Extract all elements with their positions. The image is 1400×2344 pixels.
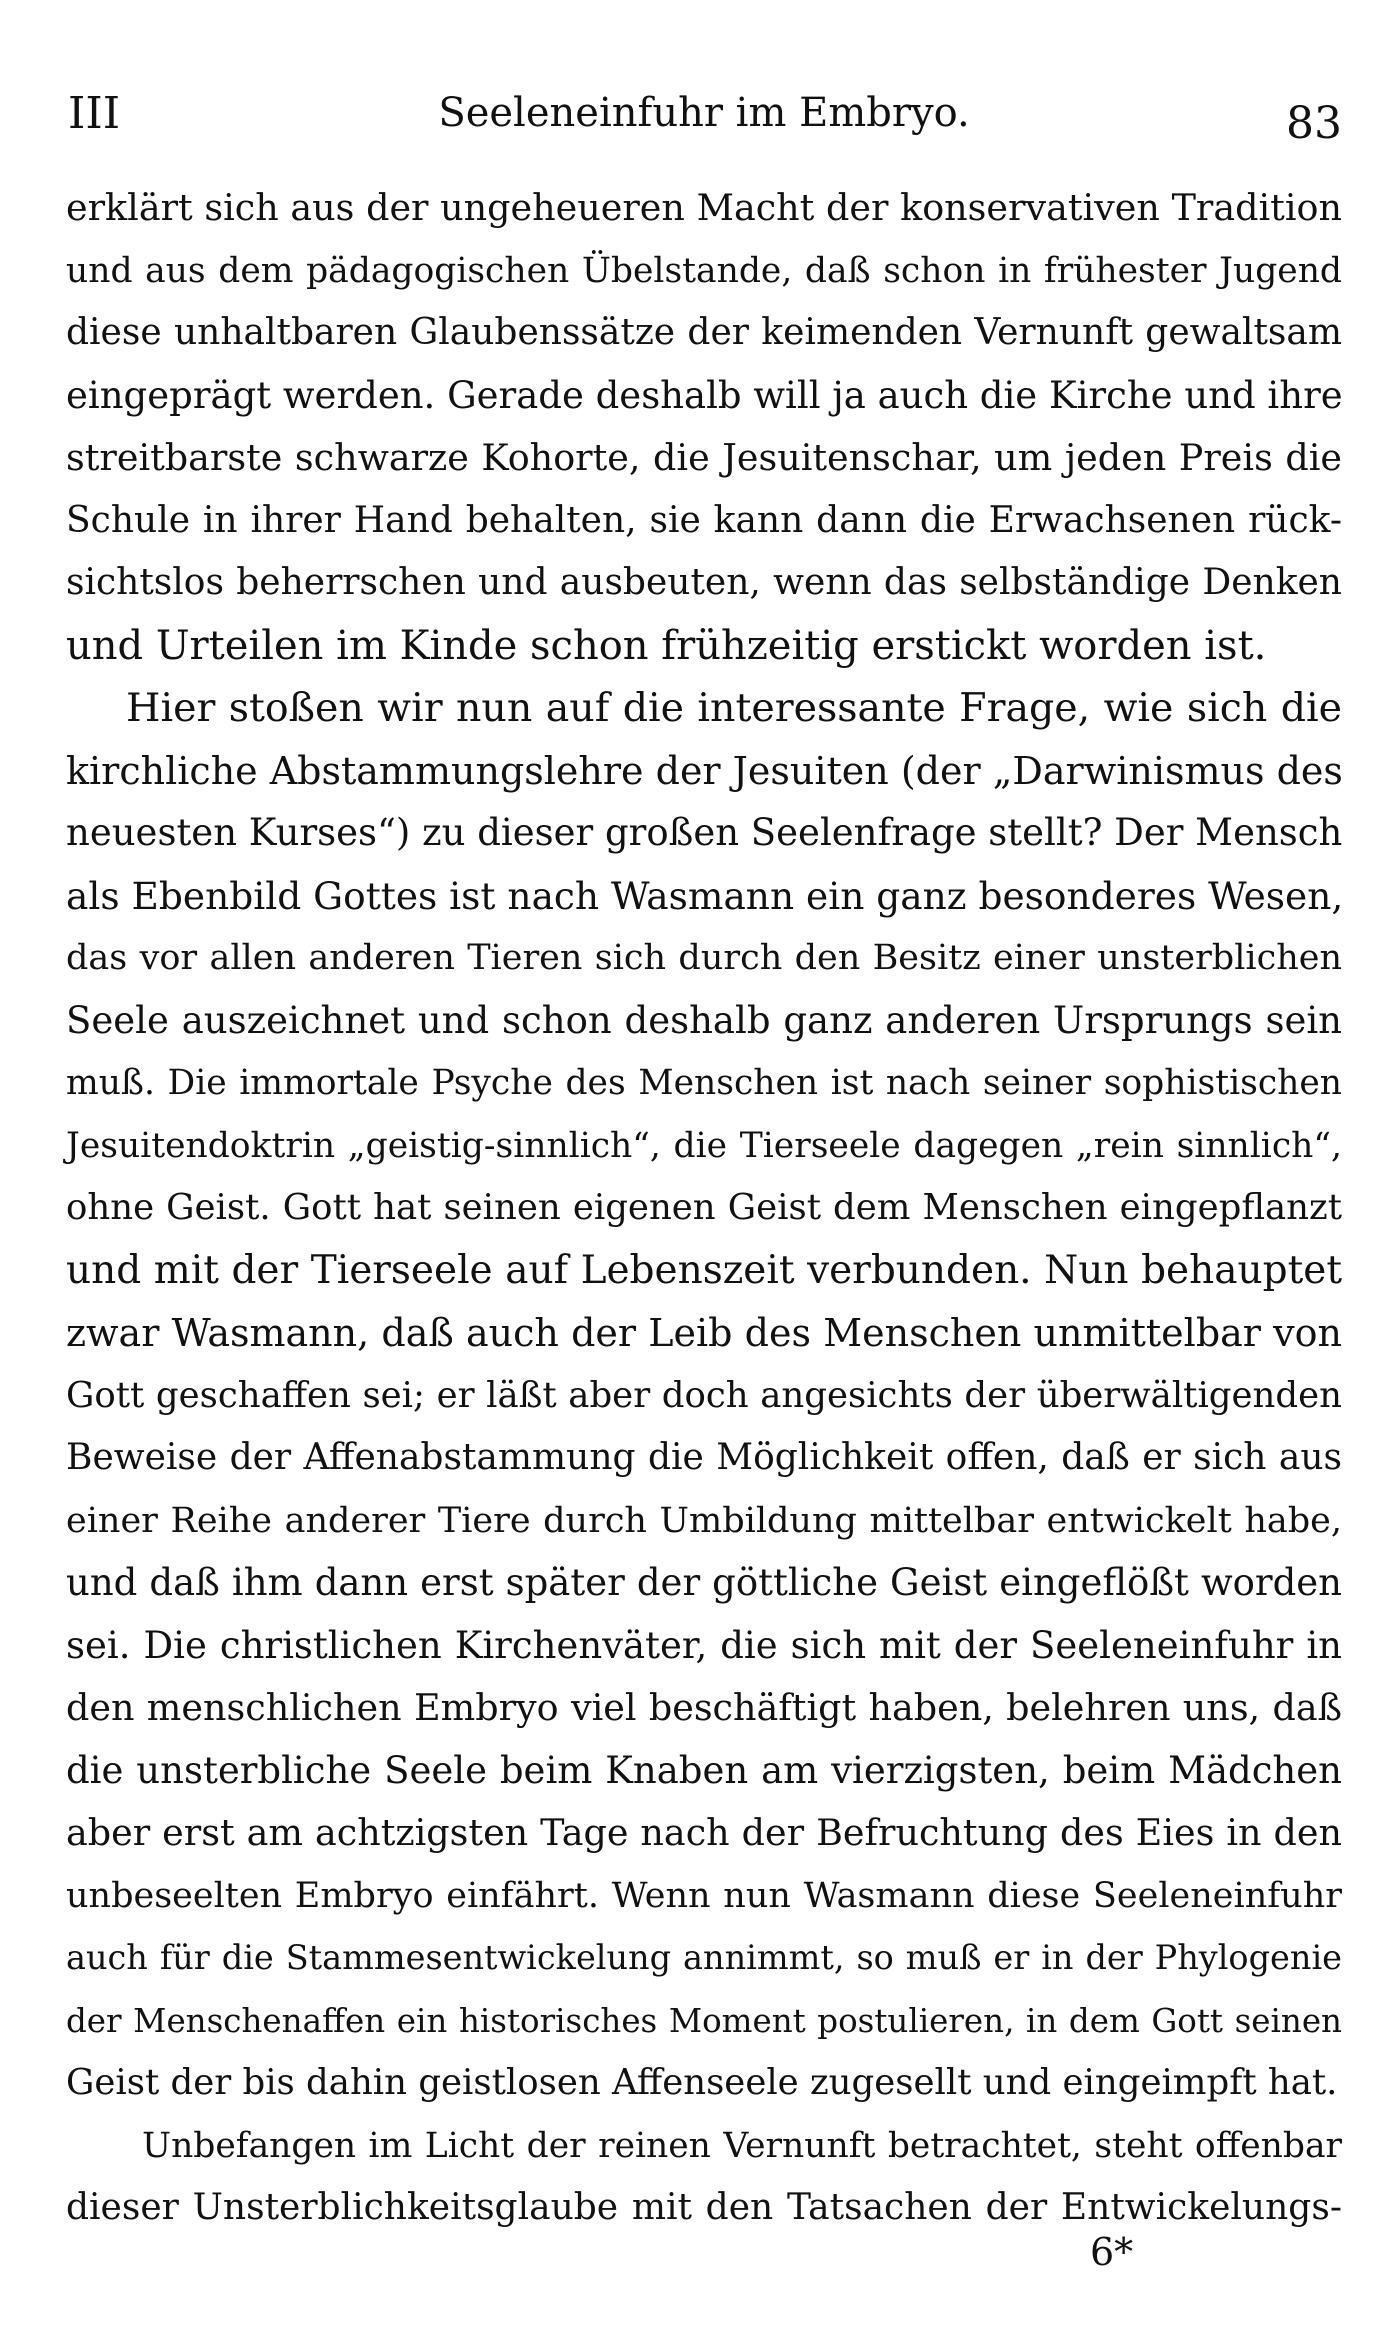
text-line: muß. Die immortale Psyche des Menschen ist nach seiner sophistischen bbox=[66, 1063, 1342, 1103]
signature-mark: 6* bbox=[1090, 2230, 1134, 2274]
text-line: und Urteilen im Kinde schon frühzeitig erstickt worden ist. bbox=[66, 622, 1267, 669]
text-line: und mit der Tierseele auf Lebenszeit verbunden. Nun behauptet bbox=[66, 1247, 1342, 1293]
text-line: den menschlichen Embryo viel beschäftigt haben, belehren uns, daß bbox=[66, 1686, 1342, 1729]
text-line: eingeprägt werden. Gerade deshalb will ja auch die Kirche und ihre bbox=[66, 373, 1343, 417]
text-line: Seele auszeichnet und schon deshalb ganz anderen Ursprungs sein bbox=[66, 998, 1342, 1042]
text-line: kirchliche Abstammungslehre der Jesuiten (der „Darwinismus des bbox=[66, 748, 1343, 793]
text-line: streitbarste schwarze Kohorte, die Jesuitenschar, um jeden Preis die bbox=[66, 436, 1342, 479]
text-line: einer Reihe anderer Tiere durch Umbildung mittelbar entwickelt habe, bbox=[66, 1500, 1342, 1541]
text-line: und aus dem pädagogischen Übelstande, daß schon in frühester Jugend bbox=[66, 250, 1342, 291]
text-line: Unbefangen im Licht der reinen Vernunft betrachtet, steht offenbar bbox=[142, 2125, 1342, 2166]
text-line: diese unhaltbaren Glaubenssätze der keimenden Vernunft gewaltsam bbox=[66, 312, 1342, 353]
running-title: Seeleneinfuhr im Embryo. bbox=[438, 90, 970, 136]
text-line: ohne Geist. Gott hat seinen eigenen Geist dem Menschen eingepflanzt bbox=[66, 1187, 1342, 1228]
text-line: Schule in ihrer Hand behalten, sie kann dann die Erwachsenen rück- bbox=[66, 499, 1342, 541]
chapter-number: III bbox=[68, 88, 121, 139]
text-line: Hier stoßen wir nun auf die interessante Frage, wie sich die bbox=[126, 685, 1342, 731]
text-line: sichtslos beherrschen und ausbeuten, wenn das selbständige Denken bbox=[66, 562, 1342, 603]
running-header bbox=[66, 80, 1342, 150]
text-line: Jesuitendoktrin „geistig-sinnlich“, die Tierseele dagegen „rein sinnlich“, bbox=[66, 1125, 1342, 1166]
text-line: der Menschenaffen ein historisches Moment postulieren, in dem Gott seinen bbox=[66, 2001, 1342, 2040]
text-line: auch für die Stammesentwickelung annimmt, so muß er in der Phylogenie bbox=[66, 1938, 1342, 1977]
text-line: dieser Unsterblichkeitsglaube mit den Tatsachen der Entwickelungs- bbox=[66, 2187, 1342, 2228]
text-line: Beweise der Affenabstammung die Möglichkeit offen, daß er sich aus bbox=[66, 1437, 1342, 1478]
text-line: unbeseelten Embryo einfährt. Wenn nun Wasmann diese Seeleneinfuhr bbox=[66, 1875, 1342, 1916]
text-line: aber erst am achtzigsten Tage nach der Befruchtung des Eies in den bbox=[66, 1811, 1342, 1854]
text-line: und daß ihm dann erst später der göttliche Geist eingeflößt worden bbox=[66, 1561, 1342, 1604]
text-line: zwar Wasmann, daß auch der Leib des Menschen unmittelbar von bbox=[66, 1311, 1342, 1355]
text-line: die unsterbliche Seele beim Knaben am vierzigsten, beim Mädchen bbox=[66, 1748, 1342, 1792]
text-line: Geist der bis dahin geistlosen Affenseele zugesellt und eingeimpft hat. bbox=[66, 2062, 1338, 2103]
body-text bbox=[66, 177, 1342, 2240]
text-line: neuesten Kurses“) zu dieser großen Seelenfrage stellt? Der Mensch bbox=[66, 811, 1343, 854]
text-line: das vor allen anderen Tieren sich durch den Besitz einer unsterblichen bbox=[66, 938, 1342, 978]
text-line: Gott geschaffen sei; er läßt aber doch angesichts der überwältigenden bbox=[66, 1374, 1342, 1416]
text-line: erklärt sich aus der ungeheueren Macht der konservativen Tradition bbox=[66, 186, 1342, 229]
text-line: als Ebenbild Gottes ist nach Wasmann ein ganz besonderes Wesen, bbox=[66, 873, 1344, 918]
text-line: sei. Die christlichen Kirchenväter, die sich mit der Seeleneinfuhr in bbox=[66, 1623, 1342, 1667]
page-number: 83 bbox=[1286, 98, 1342, 149]
